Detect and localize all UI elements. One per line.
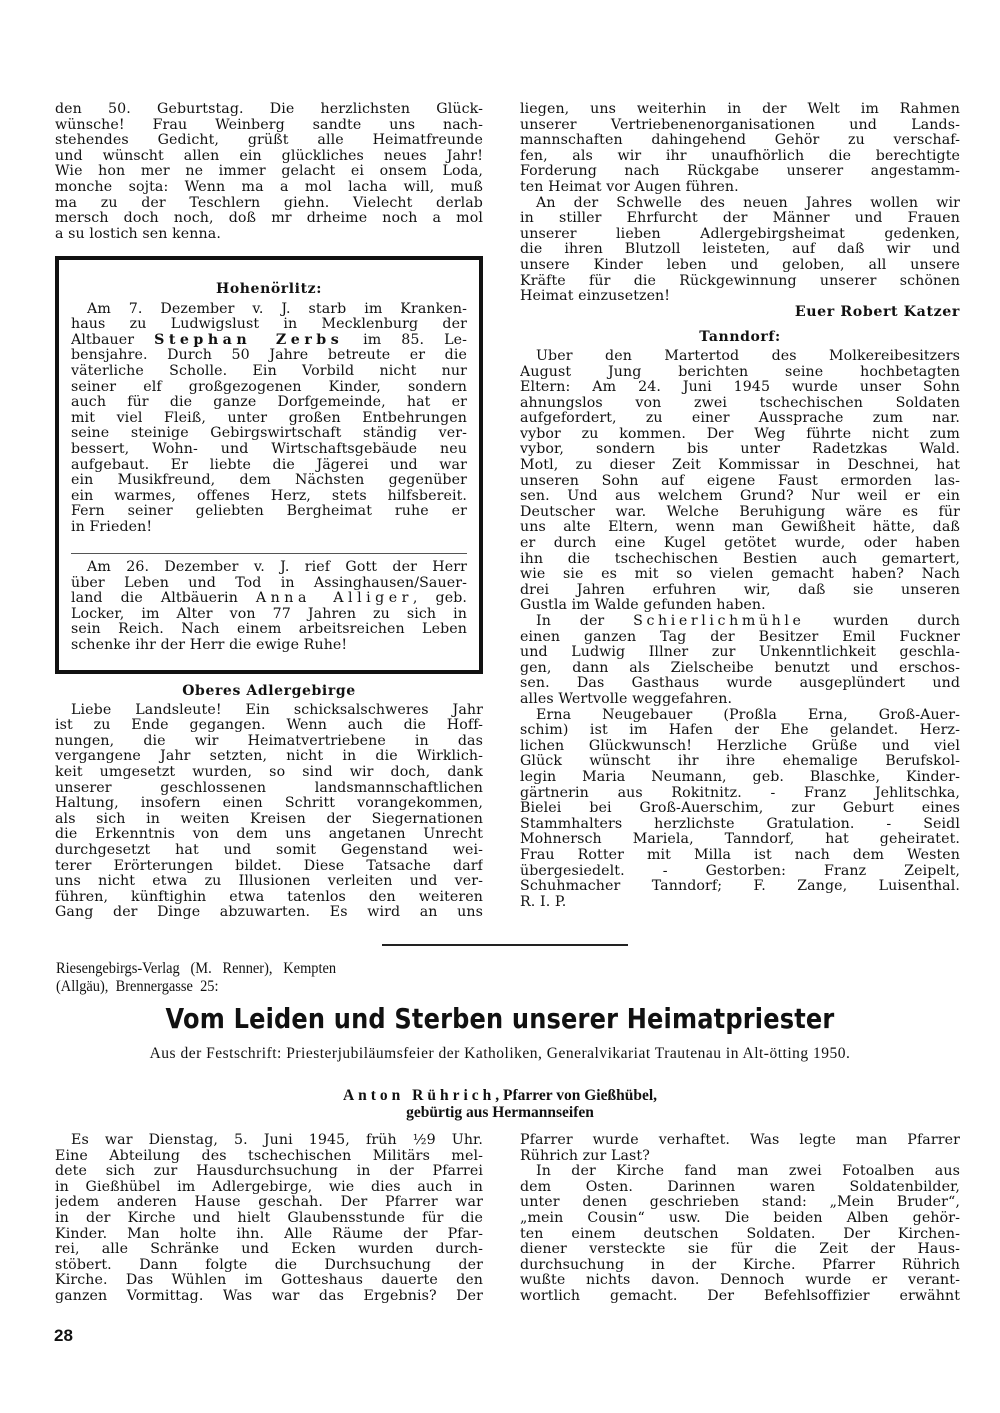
obituary-box [55,256,483,674]
article-right-column [520,1133,960,1305]
text-line: drei Jahren erfuhren wir, daß sie unseren [520,582,960,598]
section-heading-tanndorf: Tanndorf: [699,329,781,346]
text-line: Pfarrer wurde verhaftet. Was legte man Pfarrer [520,1133,960,1148]
text-line: Glück wünscht ihr ihre ehemalige Berufskol- [520,754,960,770]
text-line: mannschaften dahingehend Gehör zu verschaf- [520,133,960,149]
text-line: legin Maria Neumann, geb. Blaschke, Kinder- [520,769,960,785]
text-line: Eltern: Am 24. Juni 1945 wurde unser Sohn [520,380,960,396]
text-line: vybor, sondern bis unter Radetzkas Wald. [520,442,960,458]
text-line: unserer geschlossenen landsmannschaftlichen [55,780,483,796]
text-line: Schuhmacher Tanndorf; F. Zange, Luisenthal. [520,879,960,895]
text-line: Motl, zu dieser Zeit Kommissar in Deschnei, hat [520,458,960,474]
text-line: auch für die ganze Dorfgemeinde, hat er [71,395,467,411]
text-line: Altbauer Stephan Zerbs im 85. Le- [71,332,467,348]
text-line: Locker, im Alter von 77 Jahren zu sich in [71,606,467,622]
text-line: unserer lieben Adlergebirgsheimat gedenken, [520,226,960,242]
page-number: 28 [54,1326,73,1345]
text-line: als sich in weiten Kreisen der Siegernationen [55,811,483,827]
text-line: vybor zu kommen. Der Weg führte nicht zum [520,426,960,442]
article-left-column [55,1133,483,1305]
text-line: in Frieden! [71,519,153,535]
obituary-entry-2 [71,560,467,654]
text-line: durchgesetzt hat und somit Gegenstand wei- [55,842,483,858]
text-line: bessert, Wohn- und Wirtschaftsgebäude neu [71,441,467,457]
section-separator-rule [382,944,628,946]
text-line: monche sojta: Wenn ma a mol lacha will, muß [55,179,483,195]
text-line: Forderung nach Rückgabe unserer angestamm- [520,164,960,180]
obituary-entry-1 [71,282,467,536]
text-line: in der Kirche und hielt Glaubensstunde für die [55,1210,483,1226]
text-line: Es war Dienstag, 5. Juni 1945, früh ½9 Uhr. [71,1133,483,1148]
text-line: ten Heimat vor Augen führen. [520,179,739,195]
imprint-line: Riesengebirgs-Verlag (M. Renner), Kempten [56,960,337,977]
text-line: fen, als wir ihr unaufhörlich die berechtigte [520,148,960,164]
text-line: die Erkenntnis von dem uns angetanen Unrecht [55,827,483,843]
text-line: sein Reich. Nach einem arbeitsreichen Leben [71,622,467,638]
text-line: Kirche. Das Wühlen im Gotteshaus dauerte den [55,1273,483,1289]
text-line: sen. Das Gasthaus wurde ausgeplündert und [520,676,960,692]
text-line: mit viel Fleiß, unter großen Entbehrungen [71,410,467,426]
text-line: und Ludwig Illner zur Unkenntlichkeit geschla- [520,645,960,661]
text-line: Über den Martertod des Molkereibesitzers [536,348,960,364]
imprint-line: (Allgäu), Brennergasse 25: [56,978,219,995]
text-line: aufgefordert, zu einer Aussprache zum nar. [520,411,960,427]
text-line: seiner elf großgezogenen Kinder, sondern [71,379,467,395]
text-line: diener versteckte sie für die Zeit der Haus- [520,1242,960,1258]
text-line: keit umgesetzt wurden, so sind wir doch, dank [55,764,483,780]
text-line: die ihren Blutzoll leisteten, auf daß wir und [520,242,960,258]
text-line: ein warmes, offenes Herz, stets hilfsbereit. [71,488,467,504]
text-line: unserer Vertriebenenorganisationen und Lands- [520,117,960,133]
text-line: jedem anderen Hause geschah. Der Pfarrer war [55,1195,483,1211]
text-line: unsere Kinder leben und geloben, all unsere [520,257,960,273]
text-line: rei, alle Schränke und Ecken wurden durch- [55,1242,483,1258]
text-line: Am 26. Dezember v. J. rief Gott der Herr [87,560,467,575]
text-line: liegen, uns weiterhin in der Welt im Rahmen [520,102,960,117]
text-line: ein Musikfreund, dem Nächsten gegenüber [71,473,467,489]
text-line: haus zu Ludwigslust in Mecklenburg der [71,317,467,333]
text-line: Eine Abteilung des tschechischen Militärs mel- [55,1148,483,1164]
text-line: vergangene Jahr setzten, nicht in die Wirklich- [55,749,483,765]
article-subtitle: Aus der Festschrift: Priesterjubiläumsfeier der Katholiken, Generalvikariat Trautenau in Alt-ötting 1950. [149,1045,851,1062]
text-line: einen ganzen Tag der Besitzer Emil Fuckner [520,629,960,645]
text-line: in Gießhübel im Adlergebirge, wie dies auch in [55,1179,483,1195]
text-line: dem Osten. Darinnen waren Soldatenbilder, [520,1179,960,1195]
text-line: ten einem deutschen Soldaten. Der Kirchen- [520,1226,960,1242]
text-line: Frau Rotter mit Milla ist nach dem Westen [520,847,960,863]
text-line: alles Wertvolle weggefahren. [520,691,733,707]
text-line: schenke ihr der Herr die ewige Ruhe! [71,637,348,653]
text-line: durchsuchung in der Kirche. Pfarrer Rührich [520,1257,960,1273]
publisher-imprint [56,960,336,996]
author-title: , Pfarrer von Gießhübel, [495,1087,658,1104]
text-line: Rührich zur Last? [520,1148,650,1164]
text-line: unseren Sohn auf eigene Faust ermorden las- [520,473,960,489]
author-origin: gebürtig aus Hermannseifen [406,1104,594,1121]
text-line: mersch doch noch, doß mr drheime noch a mol [55,211,483,227]
left-intro-text [55,102,483,242]
text-line: dete sich zur Hausdurchsuchung in der Pfarrei [55,1164,483,1180]
article-title: Vom Leiden und Sterben unserer Heimatpriester [165,1002,835,1035]
text-line: wünsche! Frau Weinberg sandte uns nach- [55,117,483,133]
text-line: ahnungslos von zwei tschechischen Soldaten [520,395,960,411]
text-line: nungen, die wir Heimatvertriebene in das [55,733,483,749]
text-line: Am 7. Dezember v. J. starb im Kranken- [87,301,467,317]
place-name: Schierlichmühle [633,614,805,629]
text-line: In der Schierlichmühle wurden durch [536,614,960,629]
text-line: An der Schwelle des neuen Jahres wollen wir [536,195,960,211]
text-line: Deutscher war. Welche Beruhigung wäre es für [520,504,960,520]
text-line: seine steinige Gebirgswirtschaft ständig ver- [71,426,467,442]
text-line: R. I. P. [520,894,567,910]
text-line: wie sie es mit so vielen gemacht haben? Nach [520,567,960,583]
person-name: Stephan Zerbs [154,332,344,348]
text-line: stöbert. Dann folgte die Durchsuchung der [55,1257,483,1273]
text-line: Kräfte für die Rückgewinnung unserer schönen [520,273,960,289]
text-line: väterliche Scholle. Ein Vorbild nicht nur [71,363,467,379]
text-line: Gustla im Walde gefunden haben. [520,598,766,614]
text-line: schim) ist im Hafen der Ehe gelandet. Herz- [520,723,960,739]
text-line: Wie hon mer ne immer gelacht ei onsem Loda, [55,164,483,180]
text-line: Stammhalters herzlichste Gratulation. - Seidl [520,816,960,832]
text-line: aufgebaut. Er liebte die Jägerei und war [71,457,467,473]
text-line: ma zu der Teschlern giehn. Vielecht derlab [55,195,483,211]
text-line: gärtnerin aus Rokitnitz. - Franz Jehlitschka, [520,785,960,801]
obituary-divider [71,553,467,554]
text-line: übergesiedelt. - Gestorben: Franz Zeipelt, [520,863,960,879]
text-line: Mohnersch Mariela, Tanndorf, hat geheiratet. [520,832,960,848]
text-line: gen, dann als Zielscheibe benutzt und erschos- [520,660,960,676]
text-line: Bielei bei Groß-Auerschim, zur Geburt eines [520,801,960,817]
article-byline [200,1087,800,1121]
text-line: führen, künftighin etwa tatenlos den weiteren [55,889,483,905]
text-line: unter denen geschrieben stand: „Mein Bruder“, [520,1195,960,1211]
text-line: ihn die tschechischen Bestien auch gemartert, [520,551,960,567]
text-line: und wünscht allen ein glückliches neues Jahr! [55,148,483,164]
text-line: Heimat einzusetzen! [520,289,671,305]
text-line: Erna Neugebauer (Proßla Erna, Groß-Auer- [536,707,960,723]
text-line: terer Erörterungen bildet. Diese Tatsache darf [55,858,483,874]
text-line: er durch eine Kugel getötet wurde, oder haben [520,536,960,552]
text-line: lichen Glückwunsch! Herzliche Grüße und viel [520,738,960,754]
right-column-text [520,102,960,910]
text-line: August Jung berichten seine hochbetagten [520,364,960,380]
text-line: In der Kirche fand man zwei Fotoalben aus [536,1164,960,1180]
text-line: land die Altbäuerin Anna Alliger, geb. [71,591,467,607]
signature: Euer Robert Katzer [794,303,960,320]
text-line: Haltung, insofern einen Schritt vorangekommen, [55,796,483,812]
section-heading-hohenoerlitz: Hohenörlitz: [216,281,322,297]
text-line: Kinder. Man holte ihn. Alle Räume der Pfar- [55,1226,483,1242]
text-line: bensjahre. Durch 50 Jahre betreute er die [71,348,467,364]
person-name: Anna Alliger [255,591,413,607]
text-line: ist zu Ende gegangen. Wenn auch die Hoff- [55,718,483,734]
text-line: uns alte Eltern, wenn man Gewißheit hätte, daß [520,520,960,536]
text-line: in stiller Ehrfurcht der Männer und Frauen [520,211,960,227]
text-line: Gang der Dinge abzuwarten. Es wird an uns [55,905,483,921]
text-line: uns nicht etwa zu Illusionen verleiten und ver- [55,874,483,890]
text-line: „mein Cousin“ usw. Die beiden Alben gehör- [520,1210,960,1226]
author-name: Anton Rührich [342,1087,496,1104]
text-line: Fern seiner geliebten Bergheimat ruhe er [71,504,467,520]
text-line: wußte nichts davon. Dennoch wurde er verant- [520,1273,960,1289]
text-line: ganzen Vormittag. Was war das Ergebnis? Der [55,1288,483,1304]
text-line: sen. Und aus welchem Grund? Nur weil er ein [520,489,960,505]
section-heading-oberes-adlergebirge: Oberes Adlergebirge [182,683,356,699]
text-line: wortlich gemacht. Der Befehlsoffizier erwähnt [520,1288,960,1304]
text-line: den 50. Geburtstag. Die herzlichsten Glück- [55,102,483,117]
text-line: a su lostich sen kenna. [55,226,221,242]
text-line: Liebe Landsleute! Ein schicksalschweres Jahr [71,702,483,718]
text-line: stehendes Gedicht, grüßt alle Heimatfreunde [55,133,483,149]
section-oberes-adlergebirge [55,684,483,921]
text-line: über Leben und Tod in Assinghausen/Sauer- [71,575,467,591]
